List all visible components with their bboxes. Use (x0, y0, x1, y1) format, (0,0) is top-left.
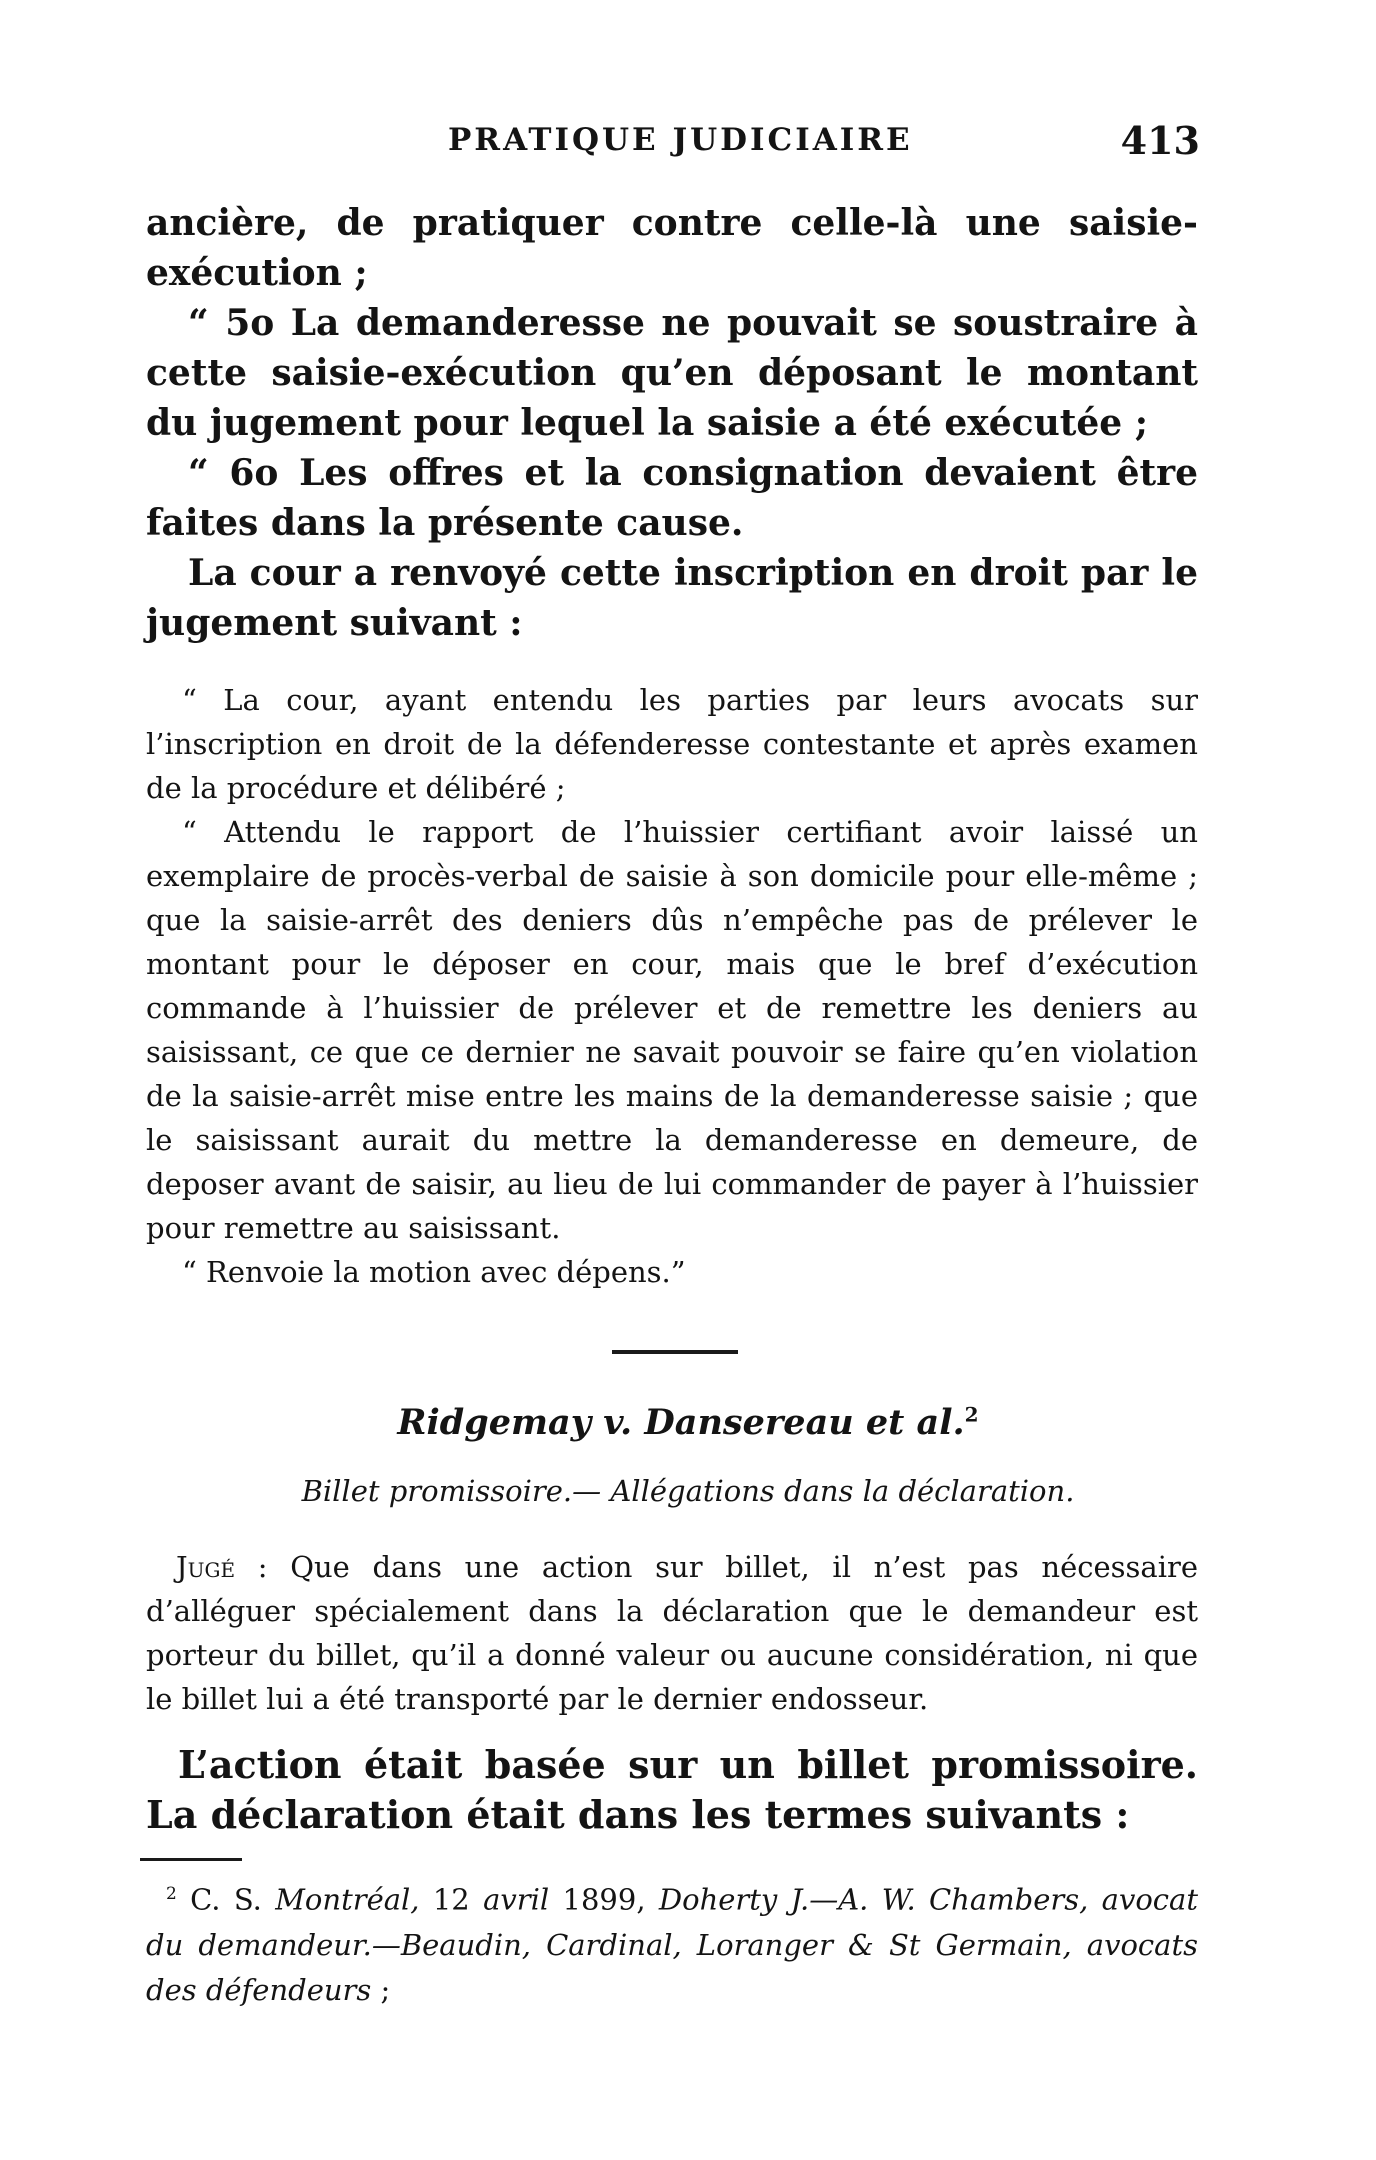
page-number: 413 (1120, 118, 1200, 163)
page-header (148, 118, 1200, 168)
judgment-text: : Que dans une action sur billet, il n’est pas nécessaire d’alléguer spécialement dans la déclaration que le demandeur est porteur du billet, qu’il a donné valeur ou aucune considération, ni que le billet lui a été transporté par le dernier endosseur. (146, 1550, 1198, 1716)
paragraph-court-ruling: La cour a renvoyé cette inscription en droit par le jugement suivant : (146, 552, 1198, 644)
paragraph-continuation: ancière, de pratiquer contre celle-là une saisie-exécution ; (146, 202, 1198, 294)
footnote (146, 1872, 1198, 2013)
case-title-text: Ridgemay v. Dansereau et al. (397, 1402, 965, 1443)
paragraph-point-5: “ 5o La demanderesse ne pouvait se soustraire à cette saisie-exécution qu’en déposant le montant du jugement pour lequel la saisie a été exécutée ; (146, 302, 1198, 444)
footnote-court: C. S. (176, 1882, 276, 1917)
footnote-place: Montréal, (275, 1882, 420, 1917)
action-text: L’action était basée sur un billet promissoire. La déclaration était dans les termes suivants : (146, 1742, 1198, 1837)
case-footnote-marker: 2 (964, 1402, 979, 1427)
footnote-day: 12 (419, 1882, 484, 1917)
footnote-counsel: Doherty J.—A. W. Chambers, avocat du demandeur.—Beaudin, Cardinal, Loranger & St Germain, avocats des défendeurs (146, 1882, 1198, 2007)
quote-paragraph-1: “ La cour, ayant entendu les parties par leurs avocats sur l’inscription en droit de la défenderesse contestante et après examen de la procédure et délibéré ; (146, 683, 1198, 805)
footnote-marker: 2 (166, 1884, 177, 1904)
footnote-month: avril (483, 1882, 550, 1917)
case-subject: Billet promissoire.— Allégations dans la déclaration. (301, 1474, 1075, 1508)
section-divider (612, 1350, 738, 1354)
footnote-end: ; (371, 1972, 391, 2007)
judgment-quote (146, 678, 1198, 1294)
body-paragraphs (146, 198, 1198, 648)
judgment-summary (146, 1545, 1198, 1721)
judgment-label: Jugé (176, 1550, 236, 1584)
footnote-divider (140, 1858, 242, 1861)
running-head: PRATIQUE JUDICIAIRE (448, 122, 913, 158)
action-paragraph (146, 1740, 1198, 1840)
paragraph-point-6: “ 6o Les offres et la consignation devaient être faites dans la présente cause. (146, 452, 1198, 544)
quote-paragraph-2: “ Attendu le rapport de l’huissier certifiant avoir laissé un exemplaire de procès-verbal de saisie à son domicile pour elle-même ; que la saisie-arrêt des deniers dûs n’empêche pas de prélever le montant pour le déposer en cour, mais que le bref d’exécution commande à l’huissier de prélever et de remettre les deniers au saisissant, ce que ce dernier ne savait pouvoir se faire qu’en violation de la saisie-arrêt mise entre les mains de la demanderesse saisie ; que le saisissant aurait du mettre la demanderesse en demeure, de deposer avant de saisir, au lieu de lui commander de payer à l’huissier pour remettre au saisissant. (146, 815, 1198, 1245)
case-title (0, 1402, 1376, 1443)
quote-paragraph-3: “ Renvoie la motion avec dépens.” (182, 1255, 686, 1289)
footnote-year: 1899, (549, 1882, 659, 1917)
